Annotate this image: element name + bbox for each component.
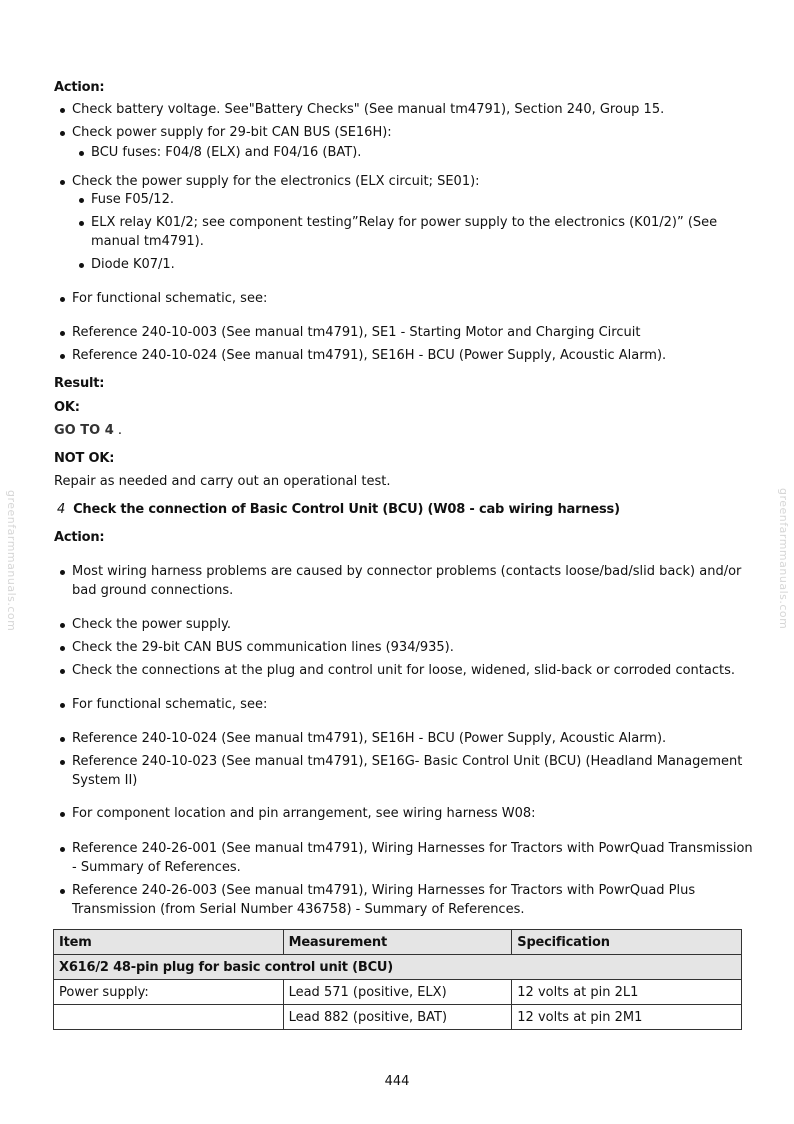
watermark-right: greenfarmmanuals.com xyxy=(777,488,790,630)
reference-item: Reference 240-26-001 (See manual tm4791), Wiring Harnesses for Tractors with PowrQuad Transmission xyxy=(72,841,753,856)
table-cell: Power supply: xyxy=(54,980,284,1005)
goto-line xyxy=(54,423,122,438)
step-title-text: Check the connection of Basic Control Unit (BCU) (W08 - cab wiring harness) xyxy=(73,502,620,517)
specification-table xyxy=(53,929,742,1030)
result-heading: Result: xyxy=(54,376,105,391)
list-item-continuation: bad ground connections. xyxy=(72,583,234,598)
list-item: Check the connections at the plug and control unit for loose, widened, slid-back or corroded contacts. xyxy=(72,663,735,678)
action-heading: Action: xyxy=(54,80,105,95)
table-cell: 12 volts at pin 2L1 xyxy=(512,980,742,1005)
watermark-left: greenfarmmanuals.com xyxy=(5,490,18,632)
table-header-row xyxy=(54,930,742,955)
list-item: Check the 29-bit CAN BUS communication lines (934/935). xyxy=(72,640,454,655)
list-item: Check the power supply for the electronics (ELX circuit; SE01): xyxy=(72,174,480,189)
table-cell: Lead 571 (positive, ELX) xyxy=(283,980,512,1005)
table-row xyxy=(54,980,742,1005)
list-item: Most wiring harness problems are caused by connector problems (contacts loose/bad/slid back) and/or xyxy=(72,564,742,579)
reference-item: Reference 240-10-024 (See manual tm4791), SE16H - BCU (Power Supply, Acoustic Alarm). xyxy=(72,348,667,363)
not-ok-text: Repair as needed and carry out an operational test. xyxy=(54,474,391,489)
goto-suffix: . xyxy=(113,423,123,438)
table-cell: 12 volts at pin 2M1 xyxy=(512,1005,742,1030)
step-4-title xyxy=(57,502,620,517)
list-item: Check battery voltage. See"Battery Checks" (See manual tm4791), Section 240, Group 15. xyxy=(72,102,665,117)
page-number: 444 xyxy=(384,1074,410,1089)
reference-item: Reference 240-10-023 (See manual tm4791), SE16G- Basic Control Unit (BCU) (Headland Management xyxy=(72,754,743,769)
table-row xyxy=(54,1005,742,1030)
sub-list-item: BCU fuses: F04/8 (ELX) and F04/16 (BAT). xyxy=(91,145,362,160)
not-ok-heading: NOT OK: xyxy=(54,451,115,466)
list-item: Check power supply for 29-bit CAN BUS (SE16H): xyxy=(72,125,392,140)
reference-item: Reference 240-10-024 (See manual tm4791), SE16H - BCU (Power Supply, Acoustic Alarm). xyxy=(72,731,667,746)
list-item: For functional schematic, see: xyxy=(72,697,268,712)
table-cell xyxy=(54,1005,284,1030)
ok-heading: OK: xyxy=(54,400,80,415)
goto-link[interactable]: GO TO 4 xyxy=(54,423,114,438)
reference-item: Reference 240-10-003 (See manual tm4791), SE1 - Starting Motor and Charging Circuit xyxy=(72,325,641,340)
sub-list-item-continuation: manual tm4791). xyxy=(91,234,204,249)
reference-item: Reference 240-26-003 (See manual tm4791), Wiring Harnesses for Tractors with PowrQuad Plus xyxy=(72,883,696,898)
table-group-row xyxy=(54,955,742,980)
sub-list-item: Fuse F05/12. xyxy=(91,192,174,207)
reference-item-continuation: Transmission (from Serial Number 436758) - Summary of References. xyxy=(72,902,525,917)
column-header-item: Item xyxy=(54,930,284,955)
column-header-specification: Specification xyxy=(512,930,742,955)
reference-item-continuation: - Summary of References. xyxy=(72,860,241,875)
sub-list-item: Diode K07/1. xyxy=(91,257,175,272)
list-item: Check the power supply. xyxy=(72,617,232,632)
action-heading: Action: xyxy=(54,530,105,545)
list-item: For functional schematic, see: xyxy=(72,291,268,306)
sub-list-item: ELX relay K01/2; see component testing”Relay for power supply to the electronics (K01/2)” (See xyxy=(91,215,718,230)
reference-item-continuation: System II) xyxy=(72,773,138,788)
column-header-measurement: Measurement xyxy=(283,930,512,955)
group-label: X616/2 48-pin plug for basic control unit (BCU) xyxy=(54,955,742,980)
list-item: For component location and pin arrangement, see wiring harness W08: xyxy=(72,806,536,821)
table-cell: Lead 882 (positive, BAT) xyxy=(283,1005,512,1030)
step-number: 4 xyxy=(57,502,66,517)
